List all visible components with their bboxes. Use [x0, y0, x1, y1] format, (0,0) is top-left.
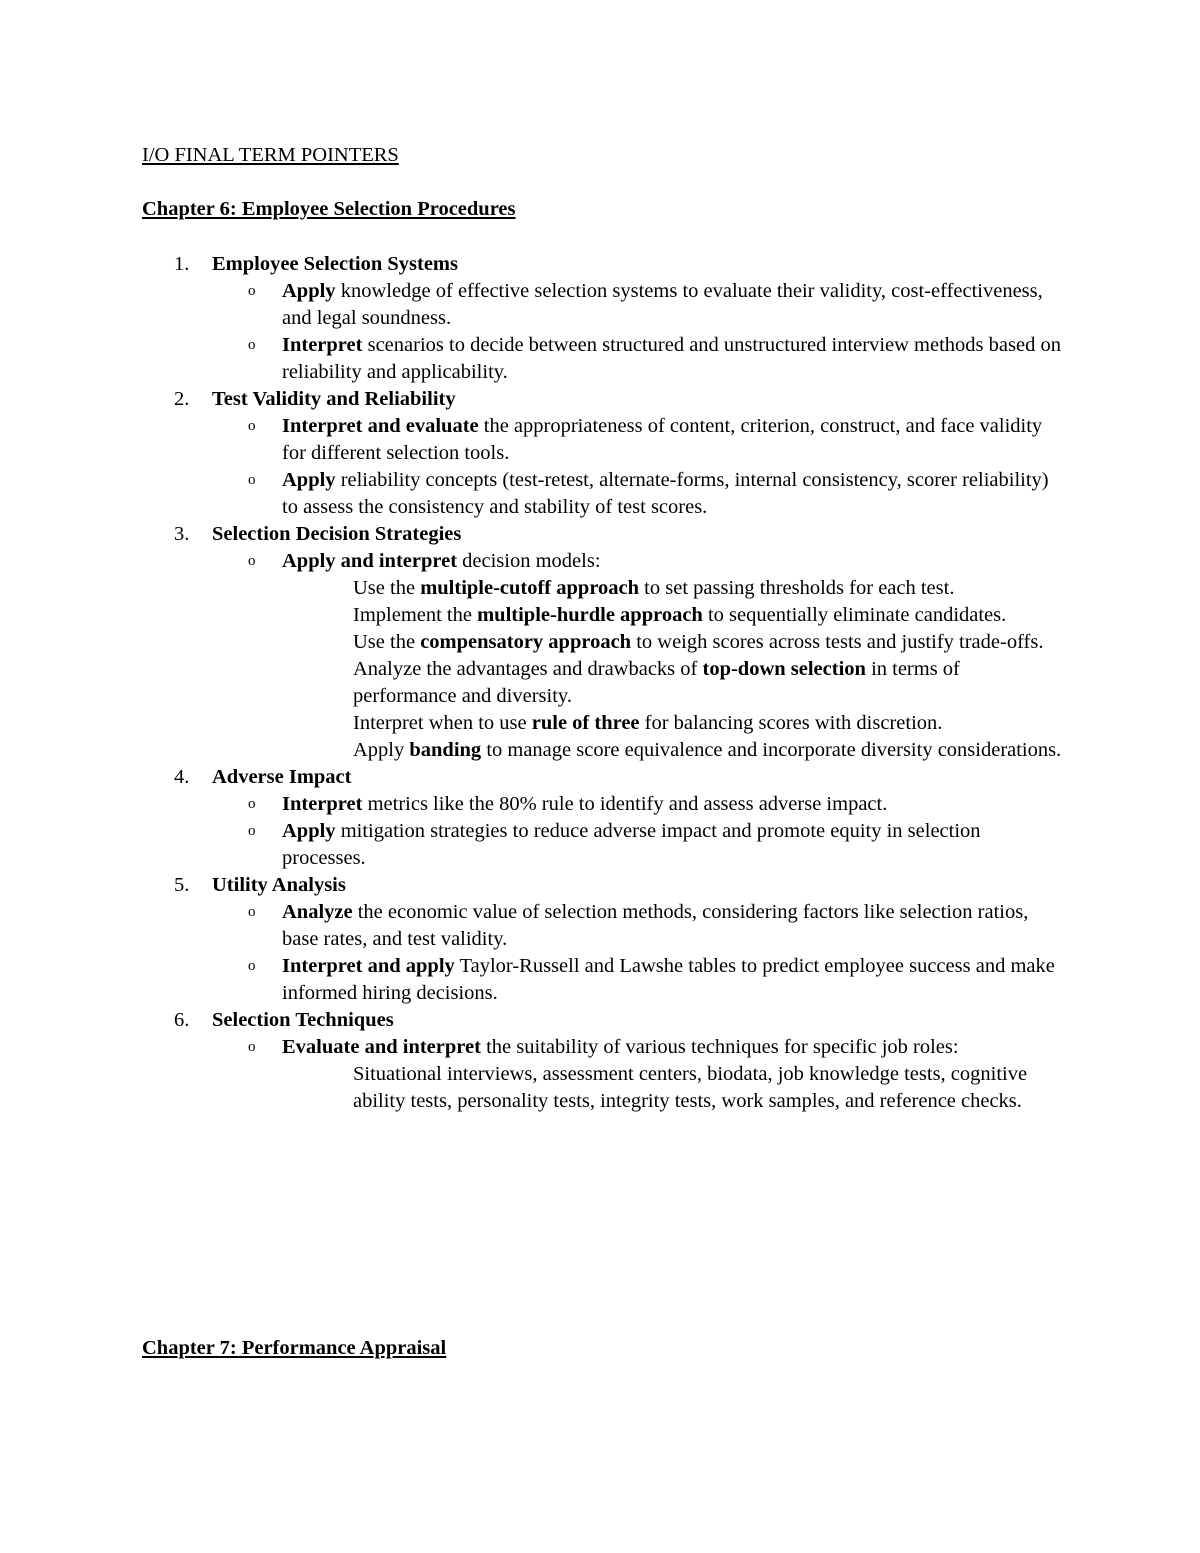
sub-item-text-rest: to sequentially eliminate candidates.: [702, 604, 1007, 626]
section-number: 5.: [174, 874, 190, 896]
section-number: 3.: [174, 523, 190, 545]
pointer-item: [0, 818, 1062, 872]
pointer-text: the suitability of various techniques for specific job roles:: [480, 1036, 959, 1058]
chapter-6-sections: [0, 251, 1200, 1115]
sub-item-text: Apply: [353, 739, 410, 761]
section-title: Selection Techniques: [212, 1009, 394, 1031]
sub-item: [0, 575, 1063, 602]
pointer-item: [0, 899, 1062, 953]
sub-item-key-term: banding: [409, 739, 482, 761]
pointer-text: decision models:: [457, 550, 601, 572]
pointer-text: knowledge of effective selection systems to evaluate their validity, cost-effectiveness, and legal soundness.: [282, 280, 1043, 329]
sub-item-text: Analyze the advantages and drawbacks of: [353, 658, 703, 680]
pointer-action-verb: Evaluate and interpret: [282, 1036, 481, 1058]
sub-item: [0, 656, 1063, 710]
pointer-text: mitigation strategies to reduce adverse impact and promote equity in selection processes.: [282, 820, 981, 869]
sub-item: [0, 629, 1063, 656]
sub-item-key-term: rule of three: [531, 712, 640, 734]
pointer-action-verb: Interpret: [282, 334, 363, 356]
section-number: 6.: [174, 1009, 190, 1031]
pointer-item: [0, 413, 1062, 467]
section-heading: [0, 764, 1200, 791]
pointer-item: [0, 953, 1062, 1007]
section-heading: [0, 386, 1200, 413]
sub-item-text: Implement the: [353, 604, 478, 626]
circle-bullet-icon: o: [248, 796, 256, 812]
circle-bullet-icon: o: [248, 1039, 256, 1055]
sub-item-text: Situational interviews, assessment centers, biodata, job knowledge tests, cognitive ability tests, personality tests, integrity tests, work samples, and reference checks.: [353, 1063, 1028, 1112]
section-title: Test Validity and Reliability: [212, 388, 456, 410]
circle-bullet-icon: o: [248, 904, 256, 920]
pointer-item: [0, 467, 1062, 521]
section-item: [0, 251, 1200, 386]
sub-item: [0, 710, 1063, 737]
sub-item: [0, 737, 1063, 764]
circle-bullet-icon: o: [248, 418, 256, 434]
document-title: I/O FINAL TERM POINTERS: [142, 144, 399, 166]
section-item: [0, 521, 1200, 764]
sub-item-text-rest: to set passing thresholds for each test.: [639, 577, 955, 599]
pointer-item: [0, 1034, 1062, 1061]
pointer-action-verb: Apply: [282, 280, 336, 302]
section-number: 2.: [174, 388, 190, 410]
section-title: Selection Decision Strategies: [212, 523, 462, 545]
pointer-action-verb: Interpret: [282, 793, 363, 815]
pointer-action-verb: Apply: [282, 820, 336, 842]
section-heading: [0, 1007, 1200, 1034]
section-number: 1.: [174, 253, 190, 275]
sub-item-text: Interpret when to use: [353, 712, 532, 734]
section-item: [0, 872, 1200, 1007]
pointer-action-verb: Analyze: [282, 901, 353, 923]
sub-item-key-term: top-down selection: [702, 658, 866, 680]
sub-item-text-rest: for balancing scores with discretion.: [639, 712, 943, 734]
pointer-text: the economic value of selection methods, considering factors like selection ratios, base rates, and test validity.: [282, 901, 1029, 950]
pointer-item: [0, 791, 1062, 818]
section-title: Utility Analysis: [212, 874, 346, 896]
circle-bullet-icon: o: [248, 958, 256, 974]
chapter-6-heading: Chapter 6: Employee Selection Procedures: [142, 198, 516, 220]
pointer-text: Taylor-Russell and Lawshe tables to predict employee success and make informed hiring decisions.: [282, 955, 1055, 1004]
chapter-7-heading: Chapter 7: Performance Appraisal: [142, 1337, 447, 1359]
pointer-text: reliability concepts (test-retest, alternate-forms, internal consistency, scorer reliability) to assess the consistency and stability of test scores.: [282, 469, 1049, 518]
sub-item-text: Use the: [353, 631, 421, 653]
section-item: [0, 1007, 1200, 1115]
sub-item: [0, 602, 1063, 629]
pointer-item: [0, 278, 1062, 332]
pointer-action-verb: Apply: [282, 469, 336, 491]
sub-item-text-rest: to manage score equivalence and incorporate diversity considerations.: [481, 739, 1062, 761]
sub-item-text-rest: to weigh scores across tests and justify trade-offs.: [631, 631, 1044, 653]
section-heading: [0, 521, 1200, 548]
circle-bullet-icon: o: [248, 283, 256, 299]
pointer-item: [0, 332, 1062, 386]
pointer-action-verb: Interpret and apply: [282, 955, 455, 977]
section-item: [0, 386, 1200, 521]
circle-bullet-icon: o: [248, 823, 256, 839]
section-heading: [0, 872, 1200, 899]
pointer-action-verb: Apply and interpret: [282, 550, 458, 572]
pointer-text: metrics like the 80% rule to identify and assess adverse impact.: [362, 793, 888, 815]
sub-item-key-term: compensatory approach: [420, 631, 632, 653]
circle-bullet-icon: o: [248, 553, 256, 569]
sub-item: [0, 1061, 1063, 1115]
sub-item-text: Use the: [353, 577, 421, 599]
pointer-text: the appropriateness of content, criterion, construct, and face validity for different selection tools.: [282, 415, 1043, 464]
pointer-text: scenarios to decide between structured and unstructured interview methods based on reliability and applicability.: [282, 334, 1061, 383]
section-item: [0, 764, 1200, 872]
section-heading: [0, 251, 1200, 278]
sub-item-text-rest: in terms of performance and diversity.: [353, 658, 960, 707]
section-title: Adverse Impact: [212, 766, 352, 788]
sub-item-key-term: multiple-hurdle approach: [477, 604, 703, 626]
circle-bullet-icon: o: [248, 337, 256, 353]
section-number: 4.: [174, 766, 190, 788]
circle-bullet-icon: o: [248, 472, 256, 488]
pointer-item: [0, 548, 1062, 575]
sub-item-key-term: multiple-cutoff approach: [420, 577, 640, 599]
pointer-action-verb: Interpret and evaluate: [282, 415, 479, 437]
section-title: Employee Selection Systems: [212, 253, 458, 275]
